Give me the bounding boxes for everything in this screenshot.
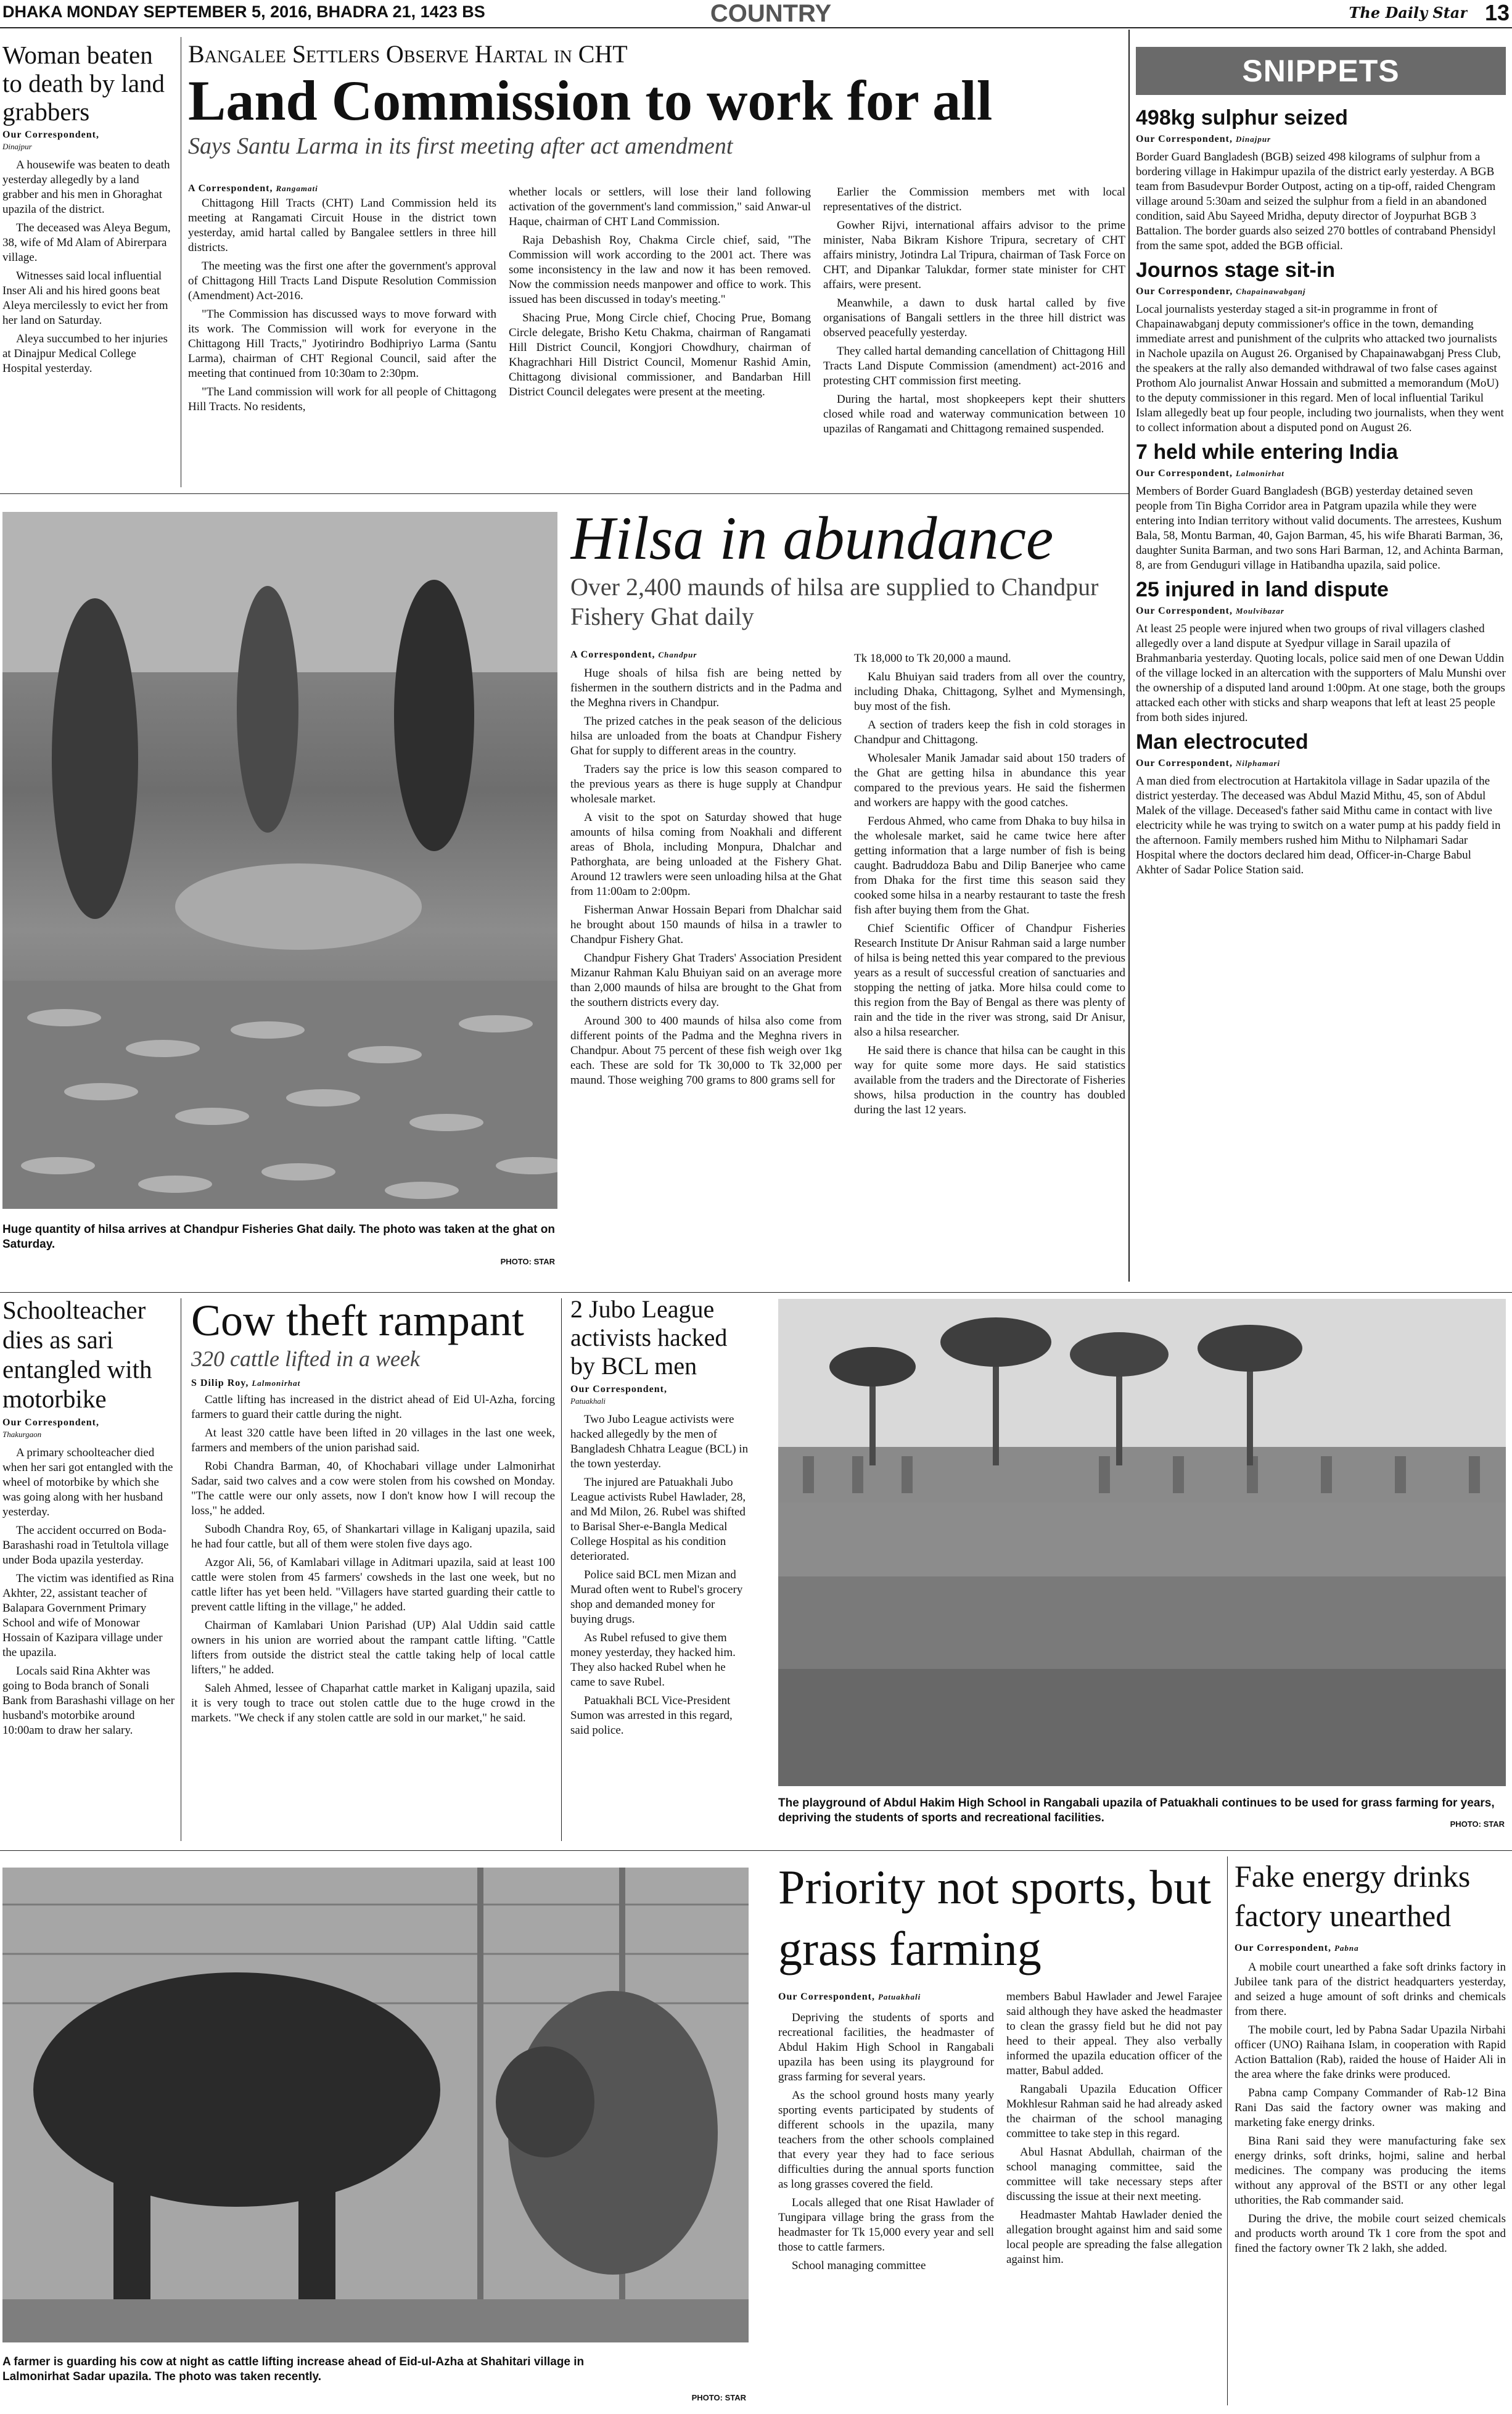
headline: Land Commission to work for all	[188, 69, 993, 132]
para: Around 300 to 400 maunds of hilsa also come from different points of the Padma and the Meghna rivers in Chandpur. About 75 percent of these fish weigh over 1kg each. These are sold for Tk 30,000 to Tk 32,000 per maund. Those weighing 700 grams to 800 grams sell for	[570, 1015, 842, 1087]
photo-illustration	[2, 512, 557, 1209]
para: A housewife was beaten to death yesterday allegedly by a land grabber and his men in Ghoraghat upazila of the district.	[2, 159, 170, 216]
para: A visit to the spot on Saturday showed that huge amounts of hilsa coming from Noakhali and different areas of Bhola, including Monpura, Dhalchar and Pathorghata, are being unloaded at the Fishery Ghat. Around 12 trawlers were seen unloading hilsa at the Ghat from 11:00am to 2:00pm.	[570, 811, 842, 898]
byline-text: A Correspondent,	[570, 649, 655, 660]
snippet-item	[1136, 730, 1506, 878]
photo-illustration	[778, 1299, 1506, 1786]
deck: 320 cattle lifted in a week	[191, 1346, 420, 1371]
snippet-headline: 25 injured in land dispute	[1136, 578, 1389, 601]
para: The meeting was the first one after the government's approval of Chittagong Hill Tracts Land Dispute Resolution Commission (Amendment) Act-2016.	[188, 260, 496, 302]
para: whether locals or settlers, will lose their land following activation of the government's land commission," said Anwar-ul Haque, chairman of CHT Land Commission.	[509, 186, 811, 228]
para: As the school ground hosts many yearly sporting events participated by students of different schools in the upazila, many teachers from the other schools complained that every year they had to face serious difficulties during the annual sports function as long grasses covered the field.	[778, 2089, 994, 2191]
dateline-place: Dinajpur	[1235, 134, 1272, 144]
hilsa-photo	[2, 512, 557, 1209]
para: School managing committee	[792, 2259, 926, 2272]
para: As Rubel refused to give them money yesterday, they hacked him. They also hacked Rubel when he came to save Rubel.	[570, 1631, 736, 1689]
cow-photo	[2, 1868, 749, 2342]
para: Chief Scientific Officer of Chandpur Fisheries Research Institute Dr Anisur Rahman said a large number of hilsa is being netted this year compared to the previous years as a result of successful creation of sanctuaries and stopping the netting of jatka. More hilsa could come to this region from the Bay of Bengal as there was plenty of rain and the tide in the river was strong, said Dr Anisur, also a hilsa researcher.	[854, 922, 1125, 1039]
page-number: 13	[1484, 0, 1510, 25]
body	[1235, 1960, 1506, 2256]
byline-text: Our Correspondenr,	[1136, 286, 1233, 297]
headline: Woman beaten to death by land grabbers	[2, 41, 165, 126]
para: Shacing Prue, Mong Circle chief, Chocing Prue, Bomang Circle delegate, Brisho Ketu Chakma, chairman of Rangamati Hill District Council, Kongjori Chowdhury, chairman of Khagrachhari Hill District Council, Momenur Rashid Amin, Chittagong divisional commissioner, and Bandarban Hill District Council delegates were present at the meeting.	[509, 311, 811, 398]
para: At least 320 cattle have been lifted in 20 villages in the last one week, farmers and members of the union parishad said.	[191, 1427, 555, 1454]
paper-name: The Daily Star	[1349, 4, 1468, 22]
para: Chandpur Fishery Ghat Traders' Association President Mizanur Rahman Kalu Bhuiyan said on an average more than 2,000 maunds of hilsa are brought to the Ghat from the southern districts every day.	[570, 952, 842, 1009]
para: Pabna camp Company Commander of Rab-12 Bina Rani Das said the factory owner was making and marketing fake energy drinks.	[1235, 2087, 1506, 2129]
para: Wholesaler Manik Jamadar said about 150 traders of the Ghat are getting hilsa in abundance this year compared to the previous years. He said the fishermen and workers are happy with the good catches.	[854, 752, 1125, 809]
photo-credit: PHOTO: STAR	[1450, 1819, 1505, 1829]
byline-text: Our Correspondent,	[1136, 606, 1233, 616]
snippet-item	[1136, 578, 1506, 725]
headline: Cow theft rampant	[191, 1296, 524, 1345]
para: Headmaster Mahtab Hawlader denied the allegation brought against him and said some local people are spreading the false allegation against him.	[1006, 2209, 1222, 2266]
byline	[191, 1378, 555, 1389]
byline-text: A Correspondent,	[188, 183, 273, 194]
photo-credit: PHOTO: STAR	[691, 2393, 746, 2402]
snippet-headline: Man electrocuted	[1136, 730, 1309, 754]
para: The victim was identified as Rina Akhter, 22, assistant teacher of Balapara Government Primary School and wife of Monowar Hossain of Kazipara village under the upazila.	[2, 1572, 174, 1659]
column-2	[854, 651, 1125, 1268]
snippet-headline: 7 held while entering India	[1136, 440, 1399, 464]
para: The injured are Patuakhali Jubo League activists Rubel Hawlader, 28, and Md Milon, 26. Rubel was shifted to Barisal Sher-e-Bangla Medical College Hospital as his condition deteriorated.	[570, 1476, 746, 1563]
headline: Hilsa in abundance	[570, 505, 1054, 572]
snippet-text: A man died from electrocution at Hartakitola village in Sadar upazila of the district yesterday. The deceased was Abdul Mazid Mithu, 45, son of Abdul Malek of the village. Deceased's father said Mithu came in contact with live electricity while he was trying to switch on a water pump at his paddy field in the afternoon. Family members rushed him Mithu to Nilphamari Sadar Hospital where the doctors declared him dead, Officer-in-Charge Babul Akhter of Sadar Police Station said.	[1136, 775, 1501, 876]
dateline-place: Rangamati	[276, 184, 318, 193]
story-fake-energy-drinks	[1235, 1856, 1506, 2412]
body	[2, 158, 175, 376]
playground-photo	[778, 1299, 1506, 1786]
dateline-place: Moulvibazar	[1235, 606, 1284, 616]
byline-text: Our Correspondent,	[778, 1992, 875, 2002]
byline	[1136, 606, 1506, 617]
para: Abul Hasnat Abdullah, chairman of the school managing committee, said the committee will take necessary steps after discussing the issue at their next meeting.	[1006, 2146, 1222, 2203]
column-2	[509, 185, 811, 487]
photo-illustration	[2, 1868, 749, 2342]
playground-photo-caption: The playground of Abdul Hakim High School in Rangabali upazila of Patuakhali continues to be used for grass farming for years, depriving the students of sports and recreational facilities.	[778, 1797, 1495, 1824]
para: Patuakhali BCL Vice-President Sumon was arrested in this regard, said police.	[570, 1694, 733, 1737]
snippets-title-bar	[1136, 47, 1506, 95]
headline: 2 Jubo League activists hacked by BCL men	[570, 1295, 728, 1380]
para: Subodh Chandra Roy, 65, of Shankartari village in Kaliganj upazila, said he had four cattle, but all of them were stolen five days ago.	[191, 1523, 555, 1551]
para: During the drive, the mobile court seized chemicals and products worth around Tk 1 core from the spot and fined the factory owner Tk 2 lakh, she added.	[1235, 2212, 1506, 2255]
dateline: DHAKA MONDAY SEPTEMBER 5, 2016, BHADRA 21, 1423 BS	[2, 2, 485, 21]
byline: Our Correspondent,	[2, 1417, 99, 1428]
para: Robi Chandra Barman, 40, of Khochabari village under Lalmonirhat Sadar, said two calves and a cow were stolen from his cowshed on Monday. "The cattle were our only assets, now I don't know how I will recoup the loss," he added.	[191, 1460, 555, 1517]
dateline-place: Lalmonirhat	[1235, 469, 1284, 478]
dateline-place: Chapainawabganj	[1236, 287, 1306, 296]
snippet-text: Border Guard Bangladesh (BGB) seized 498 kilograms of sulphur from a bordering village in Hakimpur upazila of the district early yesterday. A BGB team from Basudevpur Border Outpost, acting on a tip-off, raided Chengram village around 5:30am and seized the sulphur from a field in an abandoned condition, said Abu Sayeed Mridha, deputy director of Joypurhat BGB 3 Battalion. The border guards also seized 270 bottles of contraband Phensidyl from the same spot, added the BGB official.	[1136, 150, 1496, 252]
dateline-place: Chandpur	[658, 650, 697, 659]
para: Azgor Ali, 56, of Kamlabari village in Aditmari upazila, said at least 100 cattle were stolen from 45 farmers' cowsheds in the last one week, but no cattle lifter has yet been held. "Villagers have started guarding their cattle to prevent cattle lifting in the village," he added.	[191, 1556, 555, 1613]
para: A mobile court unearthed a fake soft drinks factory in Jubilee tank para of the district headquarters yesterday, and seized a huge amount of soft drinks and chemicals from there.	[1235, 1961, 1506, 2018]
byline-text: Our Correspondent,	[1136, 468, 1233, 479]
story-jubo-league	[570, 1295, 749, 1844]
para: Saleh Ahmed, lessee of Chaparhat cattle market in Kaliganj upazila, said it is very tough to trace out stolen cattle due to the huge crowd in the markets. "We check if any stolen cattle are sold in our market," he said.	[191, 1682, 555, 1724]
body	[2, 1446, 175, 1738]
story-cow-theft	[191, 1295, 555, 1844]
para: Police said BCL men Mizan and Murad often went to Rubel's grocery shop and demanded money for buying drugs.	[570, 1568, 743, 1626]
para: The deceased was Aleya Begum, 38, wife of Md Alam of Abirerpara village.	[2, 221, 171, 264]
para: Depriving the students of sports and recreational facilities, the headmaster of Abdul Hakim High School in Rangabali upazila has been using its playground for grass farming for several years.	[778, 2011, 994, 2083]
hilsa-photo-caption: Huge quantity of hilsa arrives at Chandpur Fisheries Ghat daily. The photo was taken at the ghat on Saturday.	[2, 1223, 555, 1251]
deck: Says Santu Larma in its first meeting after act amendment	[188, 133, 733, 159]
snippet-text: At least 25 people were injured when two groups of rival villagers clashed allegedly over a land dispute at Syedpur village in Sarail upazila of Brahmanbaria yesterday. Quoting locals, police said men of one Dewan Uddin of the village locked in an altercation with the supporters of Malu Munshi over the ownership of a disputed land around 1:00pm. At one stage, both the groups attacked each other with sticks and sharp weapons that left at least 25 people from both sides injured.	[1136, 622, 1506, 724]
para: Aleya succumbed to her injuries at Dinajpur Medical College Hospital yesterday.	[2, 332, 168, 375]
snippets-title: SNIPPETS	[1242, 54, 1400, 88]
byline	[778, 1990, 994, 2004]
para: Rangabali Upazila Education Officer Mokhlesur Rahman said he had already asked the chairman of the school managing committee to take step in this regard.	[1006, 2083, 1222, 2140]
headline: Schoolteacher dies as sari entangled with motorbike	[2, 1296, 152, 1413]
para: Huge shoals of hilsa fish are being netted by fishermen in the southern districts and in the Padma and the Meghna rivers in Chandpur.	[570, 667, 842, 709]
para: "The Land commission will work for all people of Chittagong Hill Tracts. No residents,	[188, 385, 496, 413]
column-1	[778, 1990, 994, 2409]
snippet-item	[1136, 106, 1506, 253]
para: Kalu Bhuiyan said traders from all over the country, including Dhaka, Chittagong, Sylhet and Mymensingh, buy most of the fish.	[854, 670, 1125, 713]
dateline-place: Patuakhali	[570, 1396, 606, 1406]
para: During the hartal, most shopkeepers kept their shutters closed while road and waterway communication between 10 upazilas of Rangamati and Chittagong remained suspended.	[823, 393, 1125, 435]
person-silhouette	[237, 586, 298, 833]
column-1	[570, 648, 842, 1264]
headline: Priority not sports, but grass farming	[778, 1860, 1212, 1975]
byline-text: S Dilip Roy,	[191, 1378, 249, 1388]
byline-text: Our Correspondent,	[1235, 1943, 1331, 1953]
dateline-place: Pabna	[1334, 1943, 1359, 1953]
cow-photo-caption: A farmer is guarding his cow at night as cattle lifting increase ahead of Eid-ul-Azha at Shahitari village in Lalmonirhat Sadar upazila. The photo was taken recently.	[2, 2355, 585, 2383]
para: The mobile court, led by Pabna Sadar Upazila Nirbahi officer (UNO) Raihana Islam, in cooperation with Rapid Action Battalion (Rab), raided the house of Haider Ali in the area where the fake drinks were produced.	[1235, 2024, 1506, 2081]
story-land-commission	[188, 39, 1125, 490]
person-silhouette	[394, 580, 474, 851]
story-land-grabbers	[2, 41, 175, 485]
para: Witnesses said local influential Inser Ali and his hired goons beat Aleya mercilessly to evict her from her land on Saturday.	[2, 270, 168, 327]
para: A primary schoolteacher died when her sari got entangled with the wheel of motorbike by which she was going along with her husband yesterday.	[2, 1446, 173, 1518]
para: Gowher Rijvi, international affairs advisor to the prime minister, Naba Bikram Kishore Tripura, secretary of CHT affairs ministry, Jotindra Lal Tripura, chairman of Task Force on CHT, and Dipankar Talukdar, former state minister for CHT affairs, were present.	[823, 219, 1125, 291]
body	[570, 1412, 749, 1738]
story-schoolteacher	[2, 1295, 175, 1844]
dateline-place: Lalmonirhat	[252, 1378, 301, 1388]
byline: Our Correspondent,	[570, 1384, 667, 1394]
column-2	[1006, 1990, 1222, 2409]
byline	[1136, 286, 1506, 297]
para: Raja Debashish Roy, Chakma Circle chief, said, "The Commission will work according to the 2001 act. There was some inconsistency in the law and now it has been removed. Now the commission needs manpower and office to work. This issued has been discussed in today's meeting."	[509, 234, 811, 306]
dateline-place: Patuakhali	[877, 1992, 921, 2001]
byline-text: Our Correspondent,	[1136, 134, 1233, 144]
para: They called hartal demanding cancellation of Chittagong Hill Tracts Land Dispute Commission (amendment) act-2016 and protesting CHT commission first meeting.	[823, 345, 1125, 387]
para: Cattle lifting has increased in the district ahead of Eid Ul-Azha, forcing farmers to guard their cattle during the night.	[191, 1393, 555, 1421]
snippets-sidebar	[1136, 47, 1506, 1280]
story-priority	[778, 1856, 1222, 2412]
body	[191, 1393, 555, 1726]
masthead	[0, 0, 1512, 28]
dateline-place: Dinajpur	[2, 142, 32, 151]
dateline-place: Nilphamari	[1235, 759, 1281, 768]
byline	[1136, 468, 1506, 479]
byline	[1136, 758, 1506, 769]
snippet-headline: Journos stage sit-in	[1136, 258, 1336, 282]
photo-credit: PHOTO: STAR	[500, 1257, 555, 1266]
byline	[188, 181, 496, 196]
kicker: Bangalee Settlers Observe Hartal in CHT	[188, 40, 628, 68]
para: Tk 18,000 to Tk 20,000 a maund.	[854, 652, 1011, 665]
byline-text: Our Correspondent,	[1136, 758, 1233, 768]
dateline-place: Thakurgaon	[2, 1430, 42, 1439]
byline	[570, 648, 842, 662]
headline: Fake energy drinks factory unearthed	[1235, 1859, 1471, 1933]
story-hilsa	[570, 505, 1125, 1269]
section-label: COUNTRY	[710, 0, 832, 27]
snippet-headline: 498kg sulphur seized	[1136, 106, 1348, 130]
para: members Babul Hawlader and Jewel Farajee said although they have asked the headmaster to clean the grassy field but he did not pay heed to their appeal. They also verbally informed the upazila education officer of the matter, Babul added.	[1006, 1990, 1222, 2077]
byline	[1136, 134, 1506, 145]
para: Locals said Rina Akhter was going to Boda branch of Sonali Bank from Barashashi village on her husband's motorbike around 10:00am to draw her salary.	[2, 1665, 175, 1737]
para: Traders say the price is low this season compared to the previous years as there is huge supply at Chandpur wholesale market.	[570, 763, 842, 805]
snippet-item	[1136, 258, 1506, 435]
person-silhouette	[52, 598, 138, 919]
column-1	[188, 181, 496, 490]
para: Two Jubo League activists were hacked allegedly by the men of Bangladesh Chhatra League (BCL) in the town yesterday.	[570, 1413, 749, 1470]
para: Ferdous Ahmed, who came from Dhaka to buy hilsa in the wholesale market, said he came twice here after getting information that a large number of fish is being caught. Badruddoza Babu and Dilip Banerjee who came from Dhaka for the first time this season said they cooked some hilsa in a nearby restaurant to taste the fresh fish after buying them from the Ghat.	[854, 815, 1125, 917]
para: The accident occurred on Boda-Barashashi road in Tetultola village under Boda upazila yesterday.	[2, 1524, 169, 1567]
byline: Our Correspondent,	[2, 130, 99, 140]
para: Chairman of Kamlabari Union Parishad (UP) Alal Uddin said cattle owners in his union are worried about the rampant cattle lifting. "Cattle lifters from outside the district steal the cattle taking help of local cattle lifters," he added.	[191, 1619, 555, 1676]
snippet-text: Local journalists yesterday staged a sit-in programme in front of Chapainawabganj deputy commissioner's office in the town, demanding immediate arrest and punishment of the culprits who attacked two journalists in Nachole upazila on August 26. Organised by Chapainawabganj Press Club, the speakers at the rally also demanded withdrawal of two false cases against Prothom Alo journalist Anwar Hossain and submitted a memorandum (MoU) to the deputy commissioner in this regard. Men of local influential Tarikul Islam allegedly beat up four people, including two journalists, when they went to collect information about a disputed pond on August 26.	[1136, 303, 1504, 434]
para: Fisherman Anwar Hossain Bepari from Dhalchar said he brought about 150 maunds of hilsa in a trawler to Chandpur Fishery Ghat.	[570, 904, 842, 946]
para: Earlier the Commission members met with local representatives of the district.	[823, 186, 1125, 213]
snippet-item	[1136, 440, 1506, 573]
byline	[1235, 1943, 1506, 1954]
cow	[33, 1972, 440, 2207]
para: Locals alleged that one Risat Hawlader of Tungipara village bring the grass from the headmaster for Tk 15,000 every year and sell those to cattle farmers.	[778, 2196, 994, 2254]
para: Meanwhile, a dawn to dusk hartal called by five organisations of Bangali settlers in the three hill district was observed peacefully yesterday.	[823, 297, 1125, 339]
column-3	[823, 185, 1125, 487]
para: The prized catches in the peak season of the delicious hilsa are unloaded from the boats at Chandpur Fishery Ghat for supply to different areas in the country.	[570, 715, 842, 757]
para: Bina Rani said they were manufacturing fake sex energy drinks, soft drinks, hojmi, saline and herbal medicines. The company was producing the items without any approval of the BSTI or any other legal uthorities, the Rab commander said.	[1235, 2135, 1506, 2207]
para: A section of traders keep the fish in cold storages in Chandpur and Chittagong.	[854, 719, 1125, 746]
para: "The Commission has discussed ways to move forward with its work. The Commission will work for everyone in the Chittagong Hill Tracts," Jyotirindro Bodhipriyo Larma (Santu Larma), chairman of CHT Regional Council, said after the meeting that continued from 10:30am to 2:30pm.	[188, 308, 496, 380]
snippet-text: Members of Border Guard Bangladesh (BGB) yesterday detained seven people from Tin Bigha Corridor area in Patgram upazila while they were entering into Indian territory without valid documents. The arrestees, Kushum Bala, 58, Montu Barman, 40, Gajon Barman, 45, his wife Bharati Barman, 36, daughter Sunita Barman, and two sons Hari Barman, 12, and Achinta Barman, 8, are from Genduguri village in Hatibandha upazila, said police.	[1136, 485, 1503, 572]
para: Chittagong Hill Tracts (CHT) Land Commission held its meeting at Rangamati Circuit House in the district town yesterday, amid hartal called by Bangalee settlers in three hill districts.	[188, 197, 496, 254]
para: He said there is chance that hilsa can be caught in this way for quite some more days. He said statistics available from the traders and the Directorate of Fisheries shows, hilsa production in the country has doubled during the last 12 years.	[854, 1044, 1125, 1116]
deck: Over 2,400 maunds of hilsa are supplied to Chandpur Fishery Ghat daily	[570, 573, 1099, 630]
